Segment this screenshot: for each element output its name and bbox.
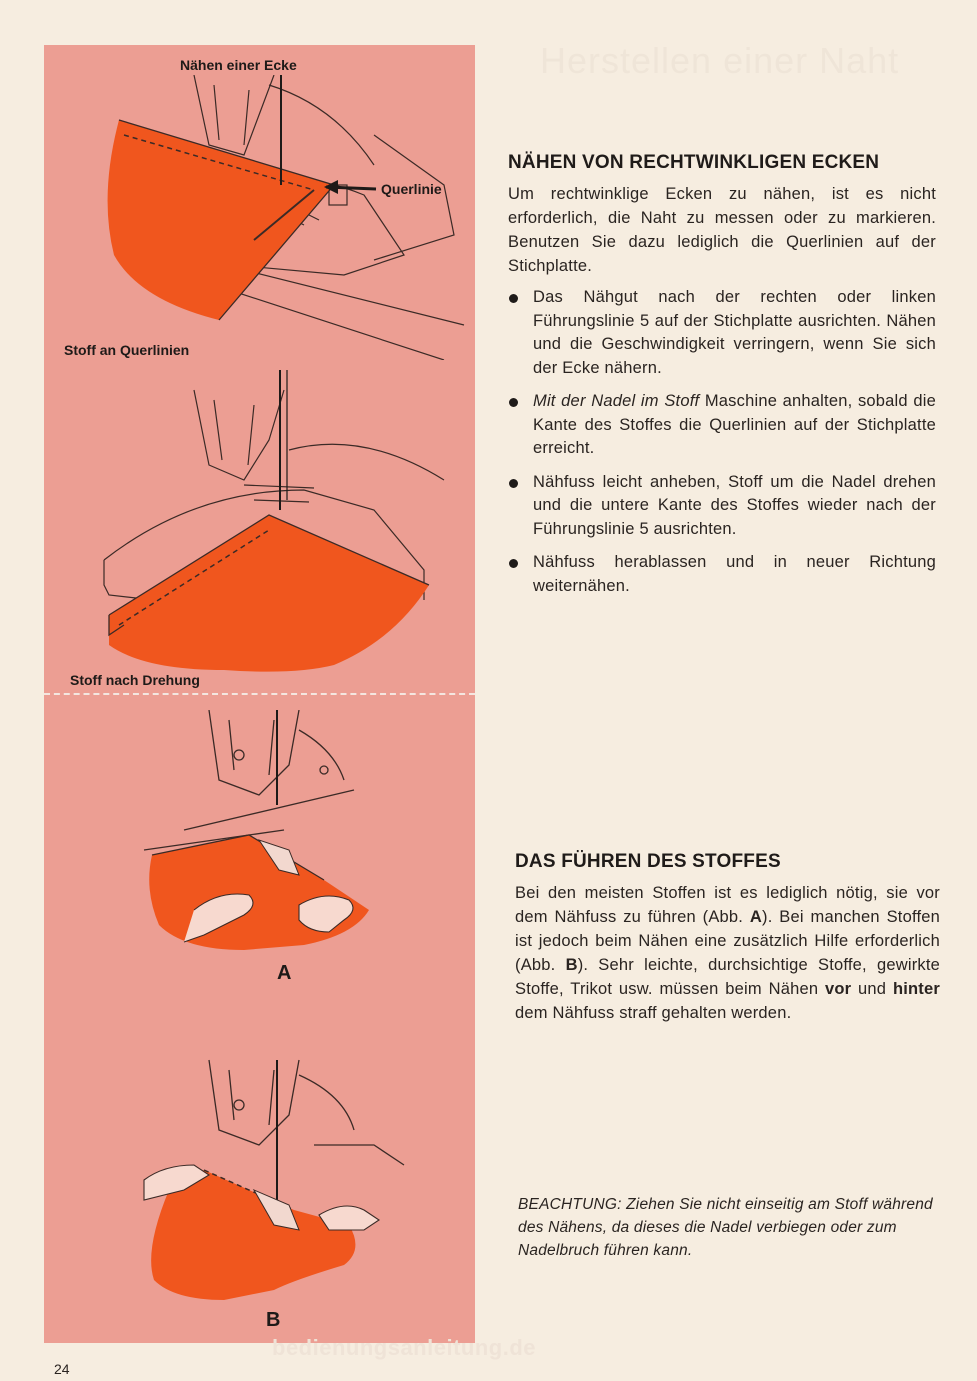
page-number: 24 bbox=[54, 1361, 70, 1377]
section2-heading: DAS FÜHREN DES STOFFES bbox=[515, 851, 781, 872]
watermark: bedienungsanleitung.de bbox=[272, 1335, 537, 1360]
figure-b-label: B bbox=[266, 1309, 281, 1331]
list-item: Nähfuss herablassen und in neuer Richtung weiternähen. bbox=[508, 551, 936, 598]
bullet-dot-icon bbox=[509, 479, 518, 488]
fig1-caption: Stoff an Querlinien bbox=[64, 342, 190, 358]
section1-heading: NÄHEN VON RECHTWINKLIGEN ECKEN bbox=[508, 152, 880, 173]
bullet-dot-icon bbox=[509, 294, 518, 303]
figure-b-holding-taut bbox=[44, 1050, 475, 1310]
fig1-arrow-label: Querlinie bbox=[381, 181, 442, 197]
dashed-divider bbox=[44, 693, 475, 695]
fig2-caption: Stoff nach Drehung bbox=[70, 672, 200, 688]
fig1-title: Nähen einer Ecke bbox=[180, 57, 297, 73]
figure-fabric-after-turn bbox=[44, 370, 475, 675]
list-item: Mit der Nadel im Stoff Maschine anhalten, sobald die Kante des Stoffes die Querlinien auf der Stichplatte erreicht. bbox=[508, 390, 936, 461]
section1-bullets bbox=[508, 286, 936, 598]
caution-note: BEACHTUNG: Ziehen Sie nicht einseitig am Stoff während des Nähens, da dieses die Nadel verbiegen oder zum Nadelbruch führen kann. bbox=[518, 1196, 933, 1259]
list-item: Nähfuss leicht anheben, Stoff um die Nadel drehen und die untere Kante des Stoffes wieder nach der Führungslinie 5 ausrichten. bbox=[508, 471, 936, 542]
section-guiding-fabric bbox=[515, 851, 940, 1025]
list-item: Das Nähgut nach der rechten oder linken Führungslinie 5 auf der Stichplatte ausrichten. Nähen und die Geschwindigkeit verringern, wenn Sie sich der Ecke nähern. bbox=[508, 286, 936, 380]
figure-corner-at-crossline bbox=[44, 75, 475, 360]
section-square-corners bbox=[508, 152, 936, 608]
show-through-text: Herstellen einer Naht bbox=[540, 40, 900, 81]
figure-a-guiding-fabric bbox=[44, 710, 475, 950]
bullet-dot-icon bbox=[509, 559, 518, 568]
bullet-dot-icon bbox=[509, 398, 518, 407]
section1-intro: Um rechtwinklige Ecken zu nähen, ist es nicht erforderlich, die Naht zu messen oder zu markieren. Benutzen Sie dazu lediglich die Querlinien auf der Stichplatte. bbox=[508, 185, 936, 275]
figure-a-label: A bbox=[277, 962, 292, 984]
section2-body: Bei den meisten Stoffen ist es lediglich nötig, sie vor dem Nähfuss zu führen (Abb. A). Bei manchen Stoffen ist jedoch beim Nähen eine zusätzlich Hilfe erforderlich (Abb. B). Sehr leichte, durchsichtige Stoffe, gewirkte Stoffe, Trikot usw. müssen beim Nähen vor und hinter dem Nähfuss straff gehalten werden. bbox=[515, 884, 940, 1022]
